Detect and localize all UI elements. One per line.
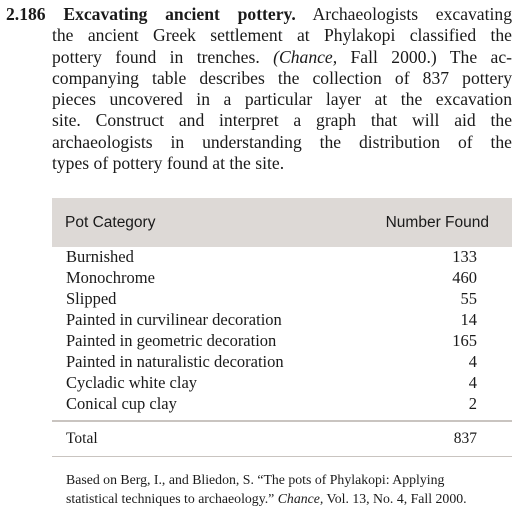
table-row <box>52 289 512 310</box>
row-number: 14 <box>460 310 477 329</box>
row-category: Cycladic white clay <box>66 373 198 392</box>
row-category: Monochrome <box>66 268 155 287</box>
table-row <box>52 331 512 352</box>
table-row <box>52 268 512 289</box>
exercise-citation-italic: (Chance, <box>273 46 338 67</box>
row-category: Burnished <box>66 247 134 266</box>
exercise-first-line-rest: Archaeologists excavating <box>312 4 512 24</box>
exercise-line: site. Construct and interpret a graph that will aid the <box>52 110 512 131</box>
total-divider <box>52 420 512 422</box>
exercise-line: pieces uncovered in a particular layer at the excavation <box>52 89 512 110</box>
table-row <box>52 394 512 415</box>
exercise-line-text: pottery found in trenches. <box>52 46 260 67</box>
source-journal-italic: Chance, <box>277 491 324 506</box>
total-label: Total <box>66 430 98 447</box>
source-line-2-start: statistical techniques to archaeology.” <box>66 491 278 506</box>
table-row <box>52 247 512 268</box>
table-body <box>52 247 512 420</box>
total-number: 837 <box>453 430 477 447</box>
row-number: 4 <box>468 373 477 392</box>
row-number: 460 <box>452 268 477 287</box>
exercise-number: 2.186 <box>6 4 46 24</box>
header-pot-category: Pot Category <box>65 214 156 231</box>
table-header <box>52 198 512 247</box>
table-bottom-rule <box>52 456 512 457</box>
exercise-line: archaeologists in understanding the distribution of the <box>52 131 512 152</box>
row-number: 133 <box>452 247 477 266</box>
row-number: 2 <box>468 394 477 413</box>
source-line-1: Based on Berg, I., and Bliedon, S. “The pots of Phylakopi: Applying <box>66 472 445 487</box>
table-row <box>52 352 512 373</box>
total-row <box>52 430 512 450</box>
table-row <box>52 373 512 394</box>
row-category: Painted in curvilinear decoration <box>66 310 282 329</box>
row-number: 55 <box>460 289 477 308</box>
row-category: Painted in geometric decoration <box>66 331 277 350</box>
row-category: Slipped <box>66 289 117 308</box>
row-category: Painted in naturalistic decoration <box>66 352 284 371</box>
row-number: 165 <box>452 331 477 350</box>
pottery-table <box>52 198 512 464</box>
source-line-2 <box>66 489 512 508</box>
exercise-line: types of pottery found at the site. <box>52 153 285 174</box>
row-category: Conical cup clay <box>66 394 177 413</box>
exercise-line: companying table describes the collection of 837 pottery <box>52 67 512 88</box>
exercise-title: Excavating ancient pottery. <box>63 4 296 24</box>
header-number-found: Number Found <box>385 214 489 231</box>
exercise-line: the ancient Greek settlement at Phylakopi classified the <box>52 25 512 46</box>
source-line-2-end: Vol. 13, No. 4, Fall 2000. <box>323 491 467 506</box>
row-number: 4 <box>468 352 477 371</box>
source-note <box>66 470 512 508</box>
exercise-citation-rest: Fall 2000.) The ac- <box>337 46 512 67</box>
exercise-first-line <box>6 4 512 25</box>
exercise-line <box>52 47 512 68</box>
table-row <box>52 310 512 331</box>
exercise-text <box>6 4 512 174</box>
